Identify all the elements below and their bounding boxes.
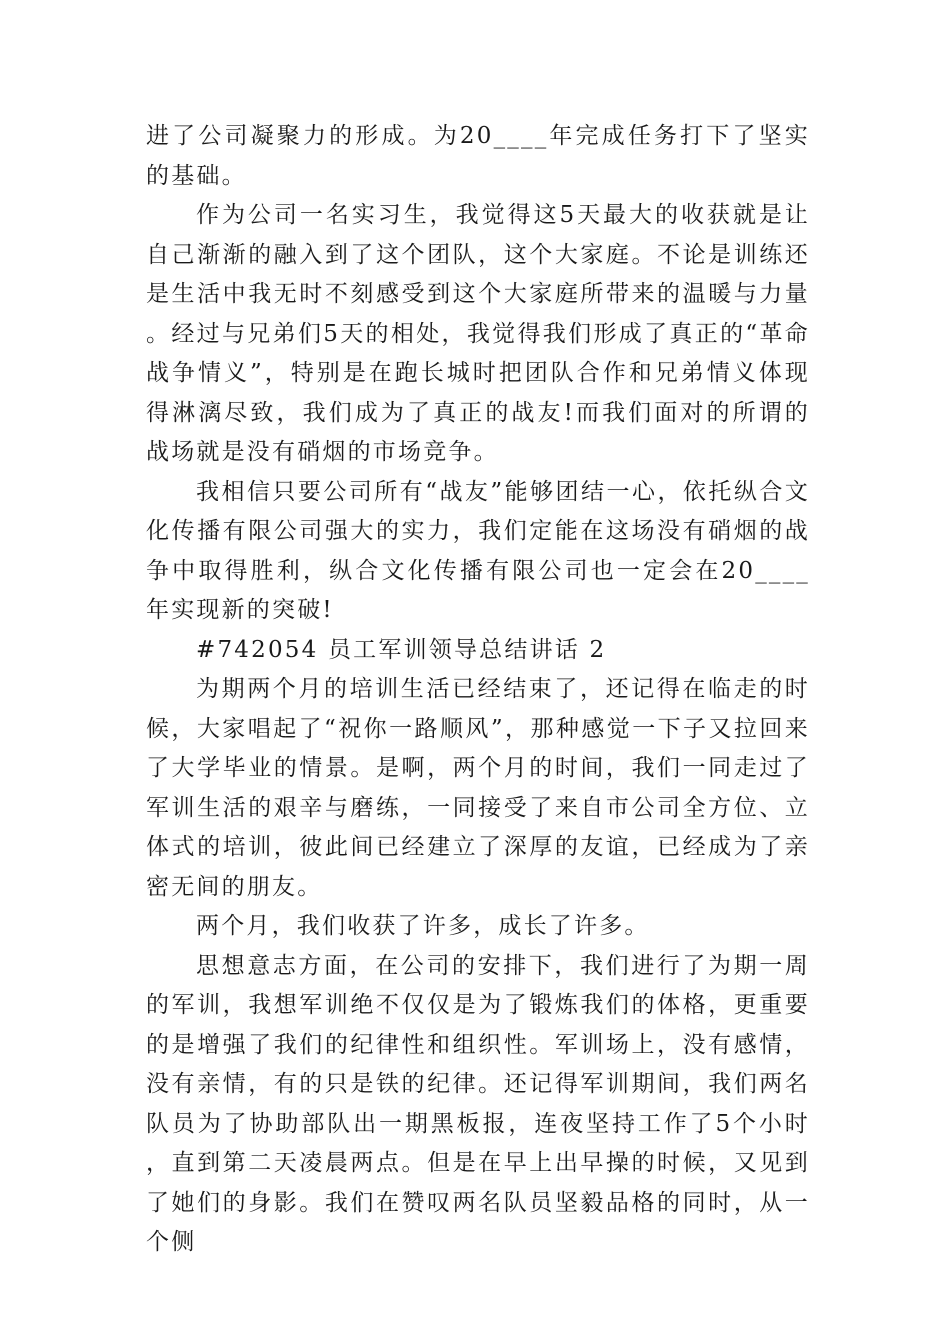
paragraph-3: 我相信只要公司所有“战友”能够团结一心，依托纵合文化传播有限公司强大的实力，我们定能在这场没有硝烟的战争中取得胜利，纵合文化传播有限公司也一定会在20____年实现新的突破! (146, 478, 810, 623)
paragraph-6: 思想意志方面，在公司的安排下，我们进行了为期一周的军训，我想军训绝不仅仅是为了锻炼我们的体格，更重要的是增强了我们的纪律性和组织性。军训场上，没有感情，没有亲情，有的只是铁的纪律。还记得军训期间，我们两名队员为了协助部队出一期黑板报，连夜坚持工作了5个小时，直到第二天凌晨两点。但是在早上出早操的时候，又见到了她们的身影。我们在赞叹两名队员坚毅品格的同时，从一个侧 (146, 952, 810, 1255)
paragraph-1: 进了公司凝聚力的形成。为20____年完成任务打下了坚实的基础。 (146, 123, 810, 189)
paragraph-5: 两个月，我们收获了许多，成长了许多。 (196, 913, 650, 939)
section-heading: #742054 员工军训领导总结讲话 2 (196, 636, 607, 663)
paragraph-2: 作为公司一名实习生，我觉得这5天最大的收获就是让自己渐渐的融入到了这个团队，这个大家庭。不论是训练还是生活中我无时不刻感受到这个大家庭所带来的温暖与力量。经过与兄弟们5天的相处，我觉得我们形成了真正的“革命战争情义”，特别是在跑长城时把团队合作和兄弟情义体现得淋漓尽致，我们成为了真正的战友!而我们面对的所谓的战场就是没有硝烟的市场竞争。 (146, 202, 810, 465)
paragraph-4: 为期两个月的培训生活已经结束了，还记得在临走的时候，大家唱起了“祝你一路顺风”，那种感觉一下子又拉回来了大学毕业的情景。是啊，两个月的时间，我们一同走过了军训生活的艰辛与磨练，一同接受了来自市公司全方位、立体式的培训，彼此间已经建立了深厚的友谊，已经成为了亲密无间的朋友。 (146, 676, 810, 900)
document-body (146, 117, 810, 1263)
